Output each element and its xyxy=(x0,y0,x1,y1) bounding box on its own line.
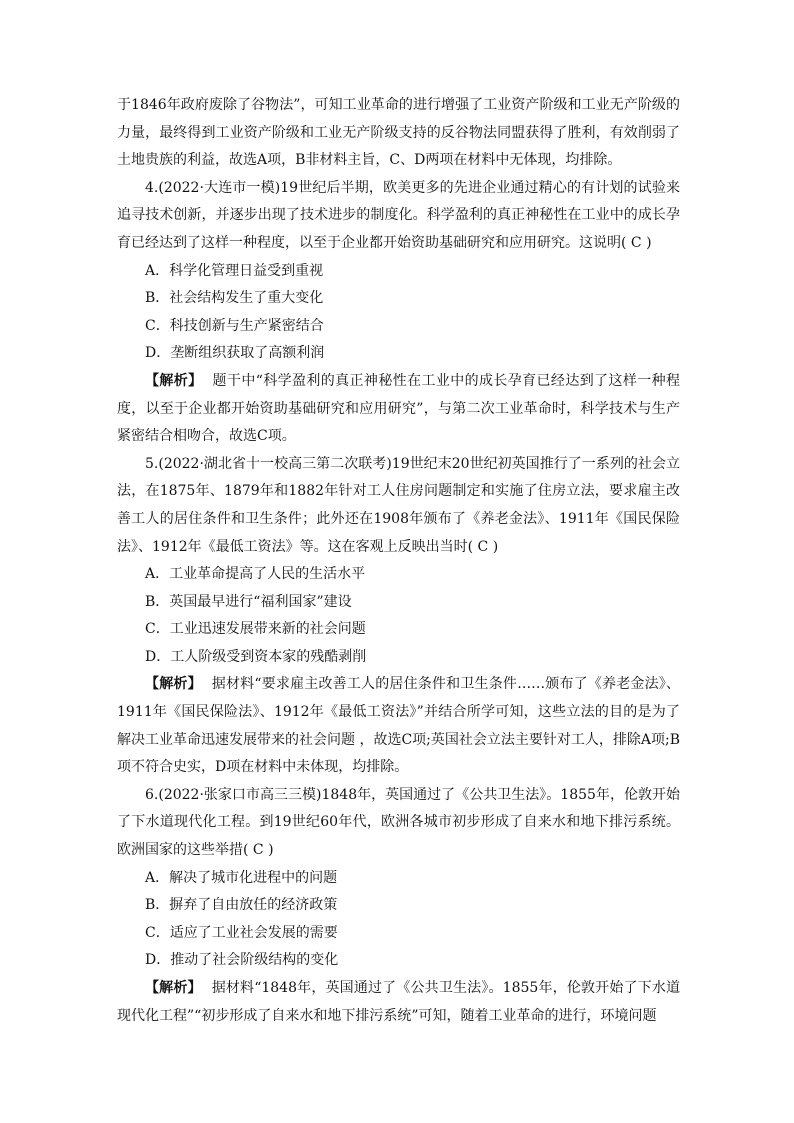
analysis xyxy=(117,671,680,781)
analysis-label: 【解析】 xyxy=(145,980,202,996)
previous-analysis-continuation: 于1846年政府废除了谷物法”，可知工业革命的进行增强了工业资产阶级和工业无产阶级的力量，最终得到工业资产阶级和工业无产阶级支持的反谷物法同盟获得了胜利，有效削弱了土地贵族的利益，故选A项，B非材料主旨，C、D两项在材料中无体现，均排除。 xyxy=(117,97,680,169)
option-c: C．工业迅速发展带来新的社会问题 xyxy=(145,621,366,638)
option-d: D．推动了社会阶级结构的变化 xyxy=(145,952,339,969)
analysis-text: 据材料“1848年，英国通过了《公共卫生法》。1855年，伦敦开始了下水道现代化工程”“初步形成了自来水和地下排污系统”可知，随着工业革命的进行，环境问题 xyxy=(117,980,681,1024)
option-a: A．科学化管理日益受到重视 xyxy=(145,262,324,279)
option-a: A．工业革命提高了人民的生活水平 xyxy=(145,566,366,583)
question-4 xyxy=(117,175,680,451)
analysis xyxy=(117,368,680,451)
analysis-label: 【解析】 xyxy=(145,372,203,389)
analysis-text: 题干中“科学盈利的真正神秘性在工业中的成长孕育已经达到了这样一种程度，以至于企业都开始资助基础研究和应用研究”，与第二次工业革命时，科学技术与生产紧密结合相吻合，故选C项。 xyxy=(117,372,681,445)
option-a: A．解决了城市化进程中的问题 xyxy=(145,869,338,886)
page-content xyxy=(117,92,680,1030)
analysis-label: 【解析】 xyxy=(145,676,202,693)
option-b: B．摒弃了自由放任的经济政策 xyxy=(145,897,338,914)
question-stem: 6.(2022·张家口市高三三模)1848年，英国通过了《公共卫生法》。1855年，伦敦开始了下水道现代化工程。到19世纪60年代，欧洲各城市初步形成了自来水和地下排污系统。欧洲国家的这些举措( C ) xyxy=(117,786,680,859)
option-c: C．适应了工业社会发展的需要 xyxy=(145,924,338,941)
question-6 xyxy=(117,782,680,1030)
option-d: D．工人阶级受到资本家的残酷剥削 xyxy=(145,648,367,665)
option-c: C．科技创新与生产紧密结合 xyxy=(145,317,324,334)
analysis xyxy=(117,975,680,1030)
question-stem: 4.(2022·大连市一模)19世纪后半期，欧美更多的先进企业通过精心的有计划的试验来追寻技术创新，并逐步出现了技术进步的制度化。科学盈利的真正神秘性在工业中的成长孕育已经达到了这样一种程度，以至于企业都开始资助基础研究和应用研究。这说明( C ) xyxy=(117,179,680,251)
option-d: D．垄断组织获取了高额利润 xyxy=(145,345,325,362)
question-stem: 5.(2022·湖北省十一校高三第二次联考)19世纪末20世纪初英国推行了一系列的社会立法，在1875年、1879年和1882年针对工人住房问题制定和实施了住房立法，要求雇主改善工人的居住条件和卫生条件；此外还在1908年颁布了《养老金法》、1911年《国民保险法》、1912年《最低工资法》等。这在客观上反映出当时( C ) xyxy=(117,455,680,555)
option-b: B．社会结构发生了重大变化 xyxy=(145,290,324,307)
analysis-text: 据材料“要求雇主改善工人的居住条件和卫生条件……颁布了《养老金法》、1911年《国民保险法》、1912年《最低工资法》”并结合所学可知，这些立法的目的是为了解决工业革命迅速发展带来的社会问题 ，故选C项;英国社会立法主要针对工人，排除A项;B项不符合史实，D项在材料中未体现，均排除。 xyxy=(117,676,681,776)
option-b: B．英国最早进行“福利国家”建设 xyxy=(145,593,352,610)
question-5 xyxy=(117,451,680,782)
